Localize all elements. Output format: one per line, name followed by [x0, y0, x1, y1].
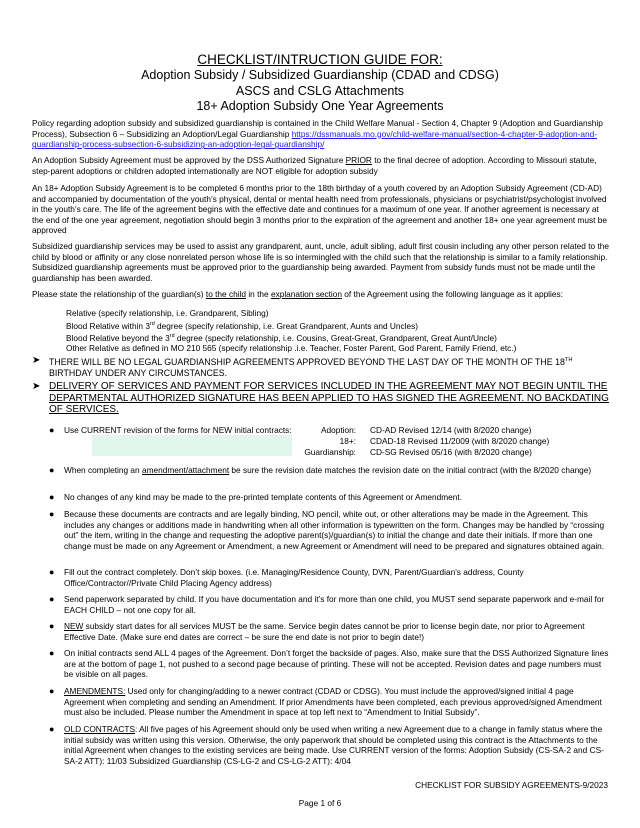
b10-post: : All five pages of his Agreement should only be used when writing a new Agreement due to a change in family status where the initial subsidy was written using this version. Otherwise, the only paperwork that should be completed using this contract is the Attachments to the initial Agreement when changes to the existing services are being made. Use CURRENT version of the forms: Adoption Subsidy (CS-SA-2 and CS-SA-2 ATT): 11/03 Subsidized Guardianship (CS-LG-2 and CS-LG-2 ATT): 4/04 — [64, 724, 604, 766]
bullet-dot-icon: ● — [49, 492, 55, 502]
page-number: Page 1 of 6 — [298, 798, 342, 808]
relationship-item: Blood Relative within 3rd degree (specify relationship, i.e. Great Grandparent, Aunts and Uncles) — [66, 320, 419, 331]
b9-post: Used only for changing/adding to a newer contract (CDAD or CDSG). You must include the approved/signed initial 4 page Agreement when completing and sending an Amendment. If prior Amendments have been completed, each previous approved/signed Amendment must also be included. Please number the Amendment in space at top left next to “Amendment to Initial Subsidy”. — [64, 686, 602, 718]
approval-text-pre: An Adoption Subsidy Agreement must be approved by the DSS Authorized Signature — [32, 155, 346, 165]
please-text-mid: in the — [246, 289, 271, 299]
title-line-1: CHECKLIST/INTRUCTION GUIDE FOR: — [197, 52, 443, 67]
forms-intro: Use CURRENT revision of the forms for NEW initial contracts: — [64, 425, 292, 435]
bullet-dot-icon: ● — [49, 594, 55, 604]
form-label: 18+: — [339, 436, 356, 446]
highlight-box — [92, 435, 292, 456]
bullet-dot-icon: ● — [49, 621, 55, 631]
b5-text: Fill out the contract completely. Don’t skip boxes. (i.e. Managing/Residence County, DVN, Parent/Guardian's address, County Office/Contractor//Private Child Placing Agency address) — [64, 567, 524, 588]
bullet-separate-by-child — [49, 594, 612, 615]
relationship-instruction — [32, 289, 610, 300]
b3-text: No changes of any kind may be made to the pre-printed template contents of this Agreement or Amendment. — [64, 492, 463, 502]
b7-underline: NEW — [64, 621, 84, 631]
eighteen-plus-text: An 18+ Adoption Subsidy Agreement is to be completed 6 months prior to the 18th birthday of a youth covered by an Adoption Subsidy Agreement (CD-AD) and accompanied by documentation of the youth’s physical, dental or mental health need from professionals, physicians or psychiatrist/psychologist involved in the youth’s care. The life of the agreement begins with the effective date and continues for a maximum of one year. If another agreement is necessary at the end of the one year agreement, negotiation should begin 3 months prior to the expiration of the agreement and another 18+ one year agreement must be approved — [32, 183, 607, 236]
bullet-dot-icon: ● — [49, 425, 55, 435]
approval-paragraph — [32, 155, 610, 176]
b10-underline: OLD CONTRACTS — [64, 724, 135, 734]
bullet-old-contracts — [49, 724, 612, 766]
relationship-item: Relative (specify relationship, i.e. Grandparent, Sibling) — [66, 308, 269, 318]
b9-underline: AMENDMENTS: — [64, 686, 126, 696]
b6-text: Send paperwork separated by child. If you have documentation and it’s for more than one child, you MUST send separate paperwork and e-mail for EACH CHILD – not one copy for all. — [64, 594, 605, 615]
b8-text: On initial contracts send ALL 4 pages of the Agreement. Don’t forget the backside of pages. Also, make sure that the DSS Authorized Signature lines are at the bottom of page 1, not pushed to a second page because of printing. These will not be accepted. Revision dates and page numbers must be visible on all pages. — [64, 648, 609, 680]
bullet-amendment-revision — [49, 465, 612, 476]
guardianship-paragraph — [32, 241, 610, 283]
relationship-item: Blood Relative beyond the 3rd degree (specify relationship, i.e. Cousins, Great-Great, Grandparent, Great Aunt/Uncle) — [66, 332, 497, 343]
b2-pre: When completing an — [64, 465, 142, 475]
explanation-section: explanation section — [270, 289, 342, 299]
arrow-bullet-icon: ➤ — [32, 355, 41, 366]
title-line-4: 18+ Adoption Subsidy One Year Agreements — [196, 99, 444, 113]
policy-paragraph — [32, 118, 610, 150]
bullet-dot-icon: ● — [49, 567, 55, 577]
bullet-new-start-dates — [49, 621, 612, 642]
bullet-dot-icon: ● — [49, 509, 55, 519]
notice-2-text: DELIVERY OF SERVICES AND PAYMENT FOR SERVICES INCLUDED IN THE AGREEMENT MAY NOT BEGIN UNTIL THE DEPARTMENTAL AUTHORIZED SIGNATURE HAS BEEN APPLIED TO HAS SIGNED THE AGREEMENT. NO BACKDATING OF SERVICES. — [49, 381, 609, 415]
bullet-dot-icon: ● — [49, 724, 55, 734]
bullet-initial-contracts — [49, 648, 612, 680]
eighteen-plus-paragraph — [32, 183, 610, 236]
document-title — [0, 52, 640, 115]
forms-values — [370, 425, 549, 458]
relationship-list — [66, 308, 516, 354]
approval-prior: PRIOR — [345, 155, 372, 165]
bullet-fill-completely — [49, 567, 612, 588]
form-label: Guardianship: — [304, 447, 356, 457]
approval-text-post: to the final decree of adoption. According to Missouri statute, step-parent adoptions or children adopted internationally are NOT eligible for adoption subsidy — [32, 155, 597, 176]
please-text-post: of the Agreement using the following language as it applies: — [342, 289, 563, 299]
policy-manual-link[interactable]: https://dssmanuals.mo.gov/child-welfare-manual/section-4-chapter-9-adoption-and-guardianship-process-subsection-6-subsidizing-an-adoption-legal-guardianship/ — [32, 128, 597, 150]
form-label: Adoption: — [320, 425, 356, 435]
b2-underline: amendment/attachment — [141, 465, 230, 475]
forms-labels — [290, 425, 356, 458]
b4-text: Because these documents are contracts and are legally binding, NO pencil, white out, or other alterations may be made in the Agreement. This includes any changes or additions made in handwriting when all other information is typewritten on the form. Changes may be handled by “crossing out” the item, writing in the change and requesting the adoptive parent(s)/guardian(s) to initial the change and date their initials. If more than one change must be made on any Agreement or Amendment, a new Agreement or Amendment will need to be prepared and signatures obtained again. — [64, 509, 605, 551]
b7-post: subsidy start dates for all services MUST be the same. Service begin dates cannot be prior to license begin date, nor prior to Agreement Effective Date. (Make sure end dates are correct – be sure the end date is not prior to begin date!) — [64, 621, 585, 642]
title-line-3: ASCS and CSLG Attachments — [235, 83, 405, 98]
form-value: CD-SG Revised 05/16 (with 8/2020 change) — [370, 447, 532, 457]
notice-1-text: THERE WILL BE NO LEGAL GUARDIANSHIP AGREEMENTS APPROVED BEYOND THE LAST DAY OF THE MONTH OF THE 18TH BIRTHDAY UNDER ANY CIRCUMSTANCES. — [49, 356, 573, 378]
bullet-no-changes — [49, 492, 612, 503]
arrow-bullet-icon: ➤ — [32, 381, 41, 392]
b2-post: be sure the revision date matches the revision date on the initial contract (with the 8/2020 change) — [229, 465, 592, 475]
title-line-2: Adoption Subsidy / Subsidized Guardianship (CDAD and CDSG) — [141, 68, 499, 82]
policy-text: Policy regarding adoption subsidy and subsidized guardianship is contained in the Child Welfare Manual - Section 4, Chapter 9 (Adoption and Guardianship Process), Subsection 6 – Subsidizing an Adoption/Legal Guardianship — [32, 118, 603, 139]
bullet-dot-icon: ● — [49, 648, 55, 658]
document-id-footer: CHECKLIST FOR SUBSIDY AGREEMENTS-9/2023 — [415, 780, 608, 790]
bullet-current-forms — [49, 425, 304, 436]
guardianship-text: Subsidized guardianship services may be used to assist any grandparent, aunt, uncle, adult sibling, adult first cousin including any other person related to the child by blood or affinity or any close nonrelated person whose life is so intermingled with the child such that the relationship is similar to a family relationship. Subsidized guardianship agreements must be approved prior to the guardianship being awarded. Payment from subsidy funds must not be made until the guardianship has been awarded. — [32, 241, 609, 283]
bullet-amendments — [49, 686, 612, 718]
form-value: CDAD-18 Revised 11/2009 (with 8/2020 change) — [370, 436, 550, 446]
bullet-dot-icon: ● — [49, 465, 55, 475]
relationship-item: Other Relative as defined in MO 210 565 (specify relationship .i.e. Teacher, Foster Parent, God Parent, Family Friend, etc.) — [66, 343, 517, 354]
form-value: CD-AD Revised 12/14 (with 8/2020 change) — [370, 425, 532, 435]
bullet-dot-icon: ● — [49, 686, 55, 696]
bullet-legally-binding — [49, 509, 612, 551]
please-text-pre: Please state the relationship of the guardian(s) — [32, 289, 206, 299]
to-the-child: to the child — [205, 289, 247, 299]
